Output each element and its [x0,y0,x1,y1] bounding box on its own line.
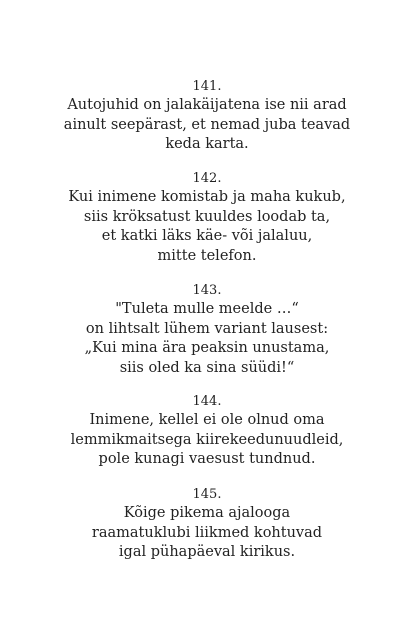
aphorism-line: Kui inimene komistab ja maha kukub, [68,189,346,205]
aphorism-141 [0,77,414,155]
aphorism-144 [0,392,414,470]
aphorism-line: lemmikmaitsega kiirekeedunuudleid, [70,431,344,448]
aphorism-number: 145. [192,487,222,502]
aphorism-142 [0,169,414,266]
aphorism-line: Kõige pikema ajalooga [123,505,291,521]
aphorism-line: keda karta. [165,136,249,152]
aphorism-143 [0,281,414,378]
aphorism-line: on lihtsalt lühem variant lausest: [85,320,329,337]
aphorism-number: 144. [192,394,222,409]
aphorism-line: "Tuleta mulle meelde …“ [115,301,299,317]
aphorism-line: siis oled ka sina süüdi!“ [119,359,295,376]
aphorism-line: „Kui mina ära peaksin unustama, [84,340,330,356]
aphorism-line: siis kröksatust kuuldes loodab ta, [83,208,331,225]
aphorism-line: mitte telefon. [157,247,257,264]
aphorism-line: raamatuklubi liikmed kohtuvad [91,524,323,541]
aphorism-number: 141. [192,79,222,94]
aphorism-number: 143. [192,283,222,298]
aphorism-line: Inimene, kellel ei ole olnud oma [89,412,325,428]
aphorism-number: 142. [192,171,222,186]
aphorism-line: pole kunagi vaesust tundnud. [98,451,316,467]
aphorism-line: et katki läks käe- või jalaluu, [101,228,313,244]
aphorism-145 [0,485,414,563]
aphorism-line: ainult seepärast, et nemad juba teavad [63,116,351,133]
aphorism-line: igal pühapäeval kirikus. [118,544,296,560]
aphorism-line: Autojuhid on jalakäijatena ise nii arad [67,97,347,113]
